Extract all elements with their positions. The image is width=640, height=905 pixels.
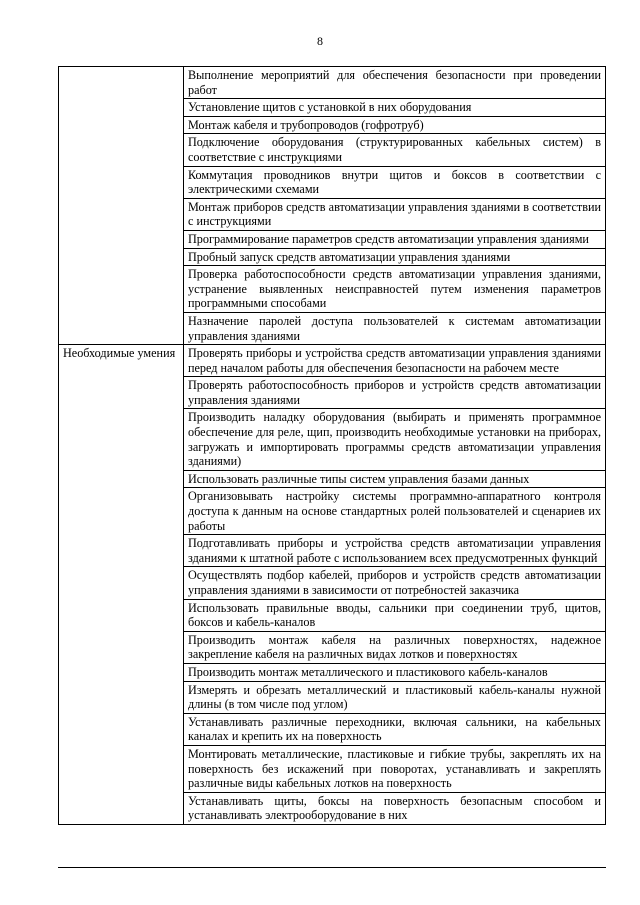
table-cell-item: Проверять работоспособность приборов и устройств средств автоматизации управления зданиями (184, 377, 606, 409)
table-cell-item: Производить наладку оборудования (выбирать и применять программное обеспечение для реле, щип, производить необходимые установки на приборах, загружать и импортировать программы средств автоматизации управления зданиями) (184, 409, 606, 470)
table-cell-item: Монтировать металлические, пластиковые и гибкие трубы, закреплять их на поверхность без искажений при поворотах, устанавливать и закреплять различные виды кабельных лотков на поверхность (184, 745, 606, 792)
table-cell-item: Измерять и обрезать металлический и пластиковый кабель-каналы нужной длины (в том числе под углом) (184, 681, 606, 713)
table-row (59, 345, 606, 377)
table-cell-item: Выполнение мероприятий для обеспечения безопасности при проведении работ (184, 67, 606, 99)
table-cell-item: Осуществлять подбор кабелей, приборов и устройств средств автоматизации управления зданиями в зависимости от потребностей заказчика (184, 567, 606, 599)
table-cell-item: Программирование параметров средств автоматизации управления зданиями (184, 230, 606, 248)
table-cell-item: Коммутация проводников внутри щитов и боксов в соответствии с электрическими схемами (184, 166, 606, 198)
table-cell-item: Производить монтаж металлического и пластикового кабель-каналов (184, 663, 606, 681)
table-cell-item: Подключение оборудования (структурированных кабельных систем) в соответствие с инструкциями (184, 134, 606, 166)
table-cell-item: Проверка работоспособности средств автоматизации управления зданиями, устранение выявленных неисправностей путем изменения параметров программными способами (184, 266, 606, 313)
section-label-empty (59, 67, 184, 345)
table-cell-item: Подготавливать приборы и устройства средств автоматизации управления зданиями к штатной работе с использованием всех предусмотренных функций (184, 535, 606, 567)
page-number: 8 (317, 34, 323, 48)
table-row (59, 67, 606, 99)
table-cell-item: Монтаж приборов средств автоматизации управления зданиями в соответствии с инструкциями (184, 198, 606, 230)
table-cell-item: Проверять приборы и устройства средств автоматизации управления зданиями перед началом работы для обеспечения безопасности на рабочем месте (184, 345, 606, 377)
table-cell-item: Устанавливать щиты, боксы на поверхность безопасным способом и устанавливать электрооборудование в них (184, 792, 606, 824)
table-cell-item: Устанавливать различные переходники, включая сальники, на кабельных каналах и крепить их на поверхность (184, 713, 606, 745)
section-label: Необходимые умения (59, 345, 184, 825)
table-cell-item: Установление щитов с установкой в них оборудования (184, 99, 606, 117)
table-cell-item: Использовать различные типы систем управления базами данных (184, 470, 606, 488)
table-cell-item: Монтаж кабеля и трубопроводов (гофротруб) (184, 116, 606, 134)
table-cell-item: Производить монтаж кабеля на различных поверхностях, надежное закрепление кабеля на различных видах лотков и поверхностях (184, 631, 606, 663)
competency-table (58, 66, 606, 825)
table-cell-item: Назначение паролей доступа пользователей к системам автоматизации управления зданиями (184, 312, 606, 344)
table-cell-item: Пробный запуск средств автоматизации управления зданиями (184, 248, 606, 266)
table-cell-item: Организовывать настройку системы программно-аппаратного контроля доступа к данным на основе стандартных ролей пользователей и сценариев их работы (184, 488, 606, 535)
table-cell-item: Использовать правильные вводы, сальники при соединении труб, щитов, боксов и кабель-каналов (184, 599, 606, 631)
table-bottom-border (58, 867, 606, 868)
